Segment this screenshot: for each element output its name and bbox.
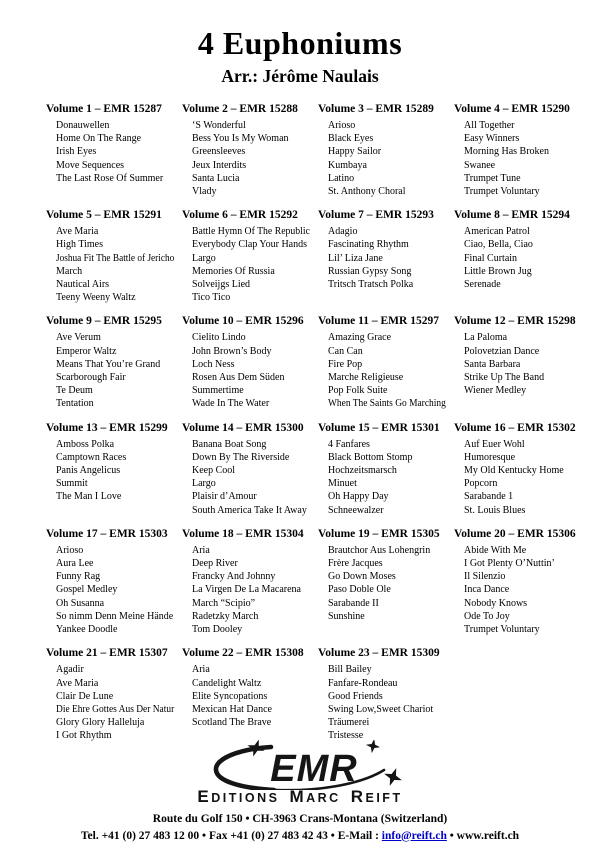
song-title: Fire Pop: [328, 358, 363, 370]
song-list: [182, 544, 310, 636]
song-title: Tico Tico: [192, 292, 231, 304]
song-title: Camptown Races: [56, 451, 127, 463]
star-icon: [381, 765, 405, 789]
volume-title: Volume 9 – EMR 15295: [46, 315, 162, 328]
song-title: Minuet: [328, 478, 357, 490]
song-title: Agadir: [56, 664, 84, 676]
song-list: [454, 438, 582, 517]
song-title: Ave Verum: [56, 332, 101, 344]
song-title: Clair De Lune: [56, 690, 114, 702]
song-title: ‘S Wonderful: [192, 120, 246, 131]
song-list: [318, 438, 446, 517]
song-title: Strike Up The Band: [464, 372, 545, 384]
song-title: The Man I Love: [56, 491, 122, 503]
star-icon: [365, 740, 382, 754]
song-title: Fanfare-Rondeau: [328, 677, 398, 689]
song-title: Jeux Interdits: [192, 159, 247, 171]
song-title: Amazing Grace: [328, 332, 392, 344]
song-title: Wade In The Water: [192, 398, 270, 410]
song-list: [318, 331, 446, 410]
song-title: Arioso: [328, 120, 356, 131]
song-title: Teeny Weeny Waltz: [56, 292, 136, 304]
song-title: Il Silenzio: [464, 571, 506, 583]
song-title: Candelight Waltz: [192, 677, 262, 689]
volume-title: Volume 16 – EMR 15302: [454, 421, 576, 434]
song-title: Means That You’re Grand: [56, 358, 161, 370]
volume-block: [46, 208, 174, 304]
song-title: Ode To Joy: [464, 610, 510, 622]
song-title: Die Ehre Gottes Aus Der Natur: [56, 703, 175, 715]
volume-title: Volume 7 – EMR 15293: [318, 209, 434, 222]
page-subtitle: Arr.: Jérôme Naulais: [221, 66, 379, 86]
song-title: Gospel Medley: [56, 584, 118, 596]
volume-block: [454, 208, 582, 304]
volume-block: [46, 314, 174, 410]
song-title: Easy Winners: [464, 133, 520, 145]
song-list: [454, 119, 582, 198]
song-title: All Together: [464, 120, 515, 131]
volumes-grid: [46, 102, 582, 743]
volume-title: Volume 15 – EMR 15301: [318, 421, 440, 434]
volume-title: Volume 14 – EMR 15300: [182, 421, 304, 434]
volume-block: [182, 102, 310, 198]
song-title: Elite Syncopations: [192, 690, 268, 702]
volume-title: Volume 6 – EMR 15292: [182, 209, 298, 222]
song-title: Yankee Doodle: [56, 624, 118, 636]
volume-title: Volume 11 – EMR 15297: [318, 315, 439, 328]
volume-block: [318, 314, 446, 410]
song-title: Aura Lee: [56, 558, 94, 570]
song-title: Trumpet Tune: [464, 172, 521, 184]
volume-title: Volume 13 – EMR 15299: [46, 421, 168, 434]
song-list: [318, 663, 446, 742]
song-title: Battle Hymn Of The Republic: [192, 226, 310, 238]
song-list: [182, 438, 310, 517]
song-list: [182, 225, 310, 304]
song-title: La Virgen De La Macarena: [192, 584, 301, 596]
song-title: Morning Has Broken: [464, 146, 549, 158]
song-list: [46, 438, 174, 504]
song-title: The Last Rose Of Summer: [56, 172, 164, 184]
song-title: Black Bottom Stomp: [328, 451, 413, 463]
song-title: Brautchor Aus Lohengrin: [328, 544, 431, 556]
song-title: Move Sequences: [56, 159, 125, 171]
page-title: 4 Euphoniums: [197, 25, 403, 61]
song-title: Home On The Range: [56, 133, 142, 145]
song-title: Radetzky March: [192, 610, 259, 622]
song-title: Humoresque: [464, 451, 516, 463]
song-title: Black Eyes: [328, 133, 374, 145]
volume-title: Volume 21 – EMR 15307: [46, 647, 168, 660]
address-line: Route du Golf 150 • CH-3963 Crans-Montana (Switzerland): [152, 813, 448, 825]
song-title: Polovetzian Dance: [464, 345, 540, 357]
volume-title: Volume 5 – EMR 15291: [46, 209, 162, 222]
song-list: [46, 663, 174, 742]
song-title: When The Saints Go Marching: [328, 398, 446, 410]
song-title: La Paloma: [464, 332, 508, 344]
song-title: Aria: [192, 544, 210, 556]
song-list: [318, 544, 446, 623]
song-title: Vlady: [192, 186, 217, 198]
volume-title: Volume 12 – EMR 15298: [454, 315, 576, 328]
volume-title: Volume 22 – EMR 15308: [182, 647, 304, 660]
song-title: Bess You Is My Woman: [192, 133, 289, 145]
song-title: Loch Ness: [192, 358, 235, 370]
song-title: Memories Of Russia: [192, 265, 275, 277]
emr-mark-text: EMR: [270, 748, 358, 790]
contact-prefix: Tel. +41 (0) 27 483 12 00 • Fax +41 (0) 27 483 42 43 • E-Mail :: [80, 829, 382, 842]
song-title: Oh Happy Day: [328, 491, 389, 503]
volume-block: [46, 527, 174, 636]
song-title: Träumerei: [328, 717, 370, 729]
song-title: Go Down Moses: [328, 571, 396, 583]
song-title: Te Deum: [56, 385, 93, 397]
volume-block: [182, 208, 310, 304]
song-title: Tentation: [56, 398, 94, 410]
contact-line: [0, 829, 600, 844]
song-title: John Brown’s Body: [192, 345, 272, 357]
song-list: [46, 225, 174, 304]
song-title: Summit: [56, 478, 88, 490]
song-list: [182, 331, 310, 410]
song-title: Emperor Waltz: [56, 345, 117, 357]
song-title: Final Curtain: [464, 252, 518, 264]
song-title: Paso Doble Ole: [328, 584, 391, 596]
song-title: Hochzeitsmarsch: [328, 465, 397, 477]
song-title: Bill Bailey: [328, 664, 372, 676]
song-list: [454, 225, 582, 291]
song-title: Schneewalzer: [328, 504, 384, 516]
song-title: Panis Angelicus: [56, 465, 121, 477]
song-title: High Times: [56, 239, 103, 251]
song-title: 4 Fanfares: [328, 438, 370, 450]
song-title: My Old Kentucky Home: [464, 465, 564, 477]
publisher-name-word: EDITIONS: [197, 787, 280, 806]
song-title: Little Brown Jug: [464, 265, 532, 277]
volume-block: [46, 421, 174, 517]
song-list: [318, 119, 446, 198]
song-title: Wiener Medley: [464, 385, 527, 397]
footer: [0, 740, 600, 843]
volume-block: [318, 208, 446, 304]
volume-block: [318, 102, 446, 198]
song-title: Down By The Riverside: [192, 451, 290, 463]
volume-block: [46, 102, 174, 198]
song-list: [46, 544, 174, 636]
song-title: Aria: [192, 664, 210, 676]
volume-block: [46, 646, 174, 742]
song-title: Everybody Clap Your Hands: [192, 239, 307, 251]
emr-logo: [188, 740, 412, 790]
song-title: Pop Folk Suite: [328, 385, 388, 397]
song-title: Largo: [192, 478, 216, 490]
song-list: [454, 544, 582, 636]
song-title: Kumbaya: [328, 159, 367, 171]
volume-title: Volume 1 – EMR 15287: [46, 103, 162, 115]
song-title: Oh Susanna: [56, 597, 105, 609]
volume-title: Volume 2 – EMR 15288: [182, 103, 298, 115]
song-title: Russian Gypsy Song: [328, 265, 412, 277]
song-title: Tristesse: [328, 730, 364, 742]
song-title: Nautical Airs: [56, 279, 110, 291]
song-title: Solveijgs Lied: [192, 279, 251, 291]
song-title: Sarabande II: [328, 597, 379, 609]
song-title: Sunshine: [328, 610, 365, 622]
song-title: Plaisir d’Amour: [192, 491, 257, 503]
song-title: March “Scipio”: [192, 597, 256, 609]
song-title: Deep River: [192, 558, 238, 570]
song-title: Swanee: [464, 159, 496, 171]
volume-block: [454, 102, 582, 198]
volume-title: Volume 17 – EMR 15303: [46, 527, 168, 540]
song-title: Happy Sailor: [328, 146, 382, 158]
song-title: Funny Rag: [56, 571, 101, 583]
song-list: [46, 331, 174, 410]
volume-title: Volume 23 – EMR 15309: [318, 647, 440, 660]
song-title: Santa Lucia: [192, 172, 240, 184]
song-title: Sarabande 1: [464, 491, 514, 503]
volume-block: [182, 314, 310, 410]
song-title: Glory Glory Halleluja: [56, 717, 145, 729]
contact-suffix: • www.reift.ch: [446, 829, 520, 842]
song-title: Nobody Knows: [464, 597, 528, 609]
song-title: Frère Jacques: [328, 558, 383, 570]
song-title: Fascinating Rhythm: [328, 239, 409, 251]
volume-title: Volume 18 – EMR 15304: [182, 527, 304, 540]
volume-title: Volume 10 – EMR 15296: [182, 315, 304, 328]
song-title: Summertime: [192, 385, 244, 397]
song-title: St. Anthony Choral: [328, 186, 406, 198]
volume-block: [318, 527, 446, 636]
song-title: Greensleeves: [192, 146, 246, 158]
song-title: Marche Religieuse: [328, 372, 404, 384]
song-title: Ave Maria: [56, 226, 99, 238]
song-title: Largo: [192, 252, 216, 264]
song-title: Arioso: [56, 544, 84, 556]
volume-title: Volume 20 – EMR 15306: [454, 527, 576, 540]
volume-block: [318, 646, 446, 742]
song-title: Inca Dance: [464, 584, 510, 596]
song-title: Ave Maria: [56, 677, 99, 689]
volume-title: Volume 19 – EMR 15305: [318, 527, 440, 540]
song-title: Banana Boat Song: [192, 438, 267, 450]
song-title: Mexican Hat Dance: [192, 703, 272, 715]
song-title: Swing Low,Sweet Chariot: [328, 703, 434, 715]
song-title: Popcorn: [464, 478, 498, 490]
song-title: Scarborough Fair: [56, 372, 126, 384]
song-list: [454, 331, 582, 397]
song-title: Auf Euer Wohl: [464, 438, 525, 450]
song-title: Abide With Me: [464, 544, 527, 556]
song-title: Donauwellen: [56, 120, 110, 131]
song-list: [318, 225, 446, 291]
song-title: Rosen Aus Dem Süden: [192, 372, 285, 384]
song-list: [182, 119, 310, 198]
song-title: South America Take It Away: [192, 504, 307, 516]
song-list: [46, 119, 174, 185]
song-title: Cielito Lindo: [192, 332, 246, 344]
email-link[interactable]: info@reift.ch: [381, 829, 447, 842]
song-list: [182, 663, 310, 729]
volume-block: [454, 421, 582, 517]
song-title: Can Can: [328, 345, 363, 357]
song-title: Santa Barbara: [464, 358, 521, 370]
volume-block: [318, 421, 446, 517]
song-title: St. Louis Blues: [464, 504, 526, 516]
song-title: Amboss Polka: [56, 438, 115, 450]
song-title: Joshua Fit The Battle of Jericho: [56, 252, 175, 264]
volume-block: [182, 646, 310, 742]
volume-block: [182, 421, 310, 517]
song-title: Trumpet Voluntary: [464, 186, 540, 198]
song-title: Tom Dooley: [192, 624, 243, 636]
song-title: Trumpet Voluntary: [464, 624, 540, 636]
song-title: Serenade: [464, 279, 501, 291]
volume-block: [182, 527, 310, 636]
song-title: Tritsch Tratsch Polka: [328, 279, 414, 291]
volume-title: Volume 3 – EMR 15289: [318, 103, 434, 115]
publisher-name: [0, 787, 600, 807]
volume-block: [454, 314, 582, 410]
publisher-name-word: REIFT: [350, 787, 403, 806]
volume-title: Volume 8 – EMR 15294: [454, 209, 570, 222]
song-title: Keep Cool: [192, 465, 236, 477]
song-title: American Patrol: [464, 226, 530, 238]
song-title: Good Friends: [328, 690, 383, 702]
song-title: Adagio: [328, 226, 358, 238]
song-title: So nimm Denn Meine Hände: [56, 610, 174, 622]
publisher-name-word: MARC: [289, 787, 341, 806]
song-title: Scotland The Brave: [192, 717, 272, 729]
song-title: Irish Eyes: [56, 146, 97, 158]
song-title: March: [56, 265, 83, 277]
volume-title: Volume 4 – EMR 15290: [454, 103, 570, 115]
volume-block: [454, 527, 582, 636]
song-title: Ciao, Bella, Ciao: [464, 239, 533, 251]
song-title: I Got Plenty O’Nuttin’: [464, 558, 555, 570]
song-title: I Got Rhythm: [56, 730, 112, 742]
song-title: Lil’ Liza Jane: [328, 252, 383, 264]
song-title: Francky And Johnny: [192, 571, 276, 583]
song-title: Latino: [328, 172, 355, 184]
